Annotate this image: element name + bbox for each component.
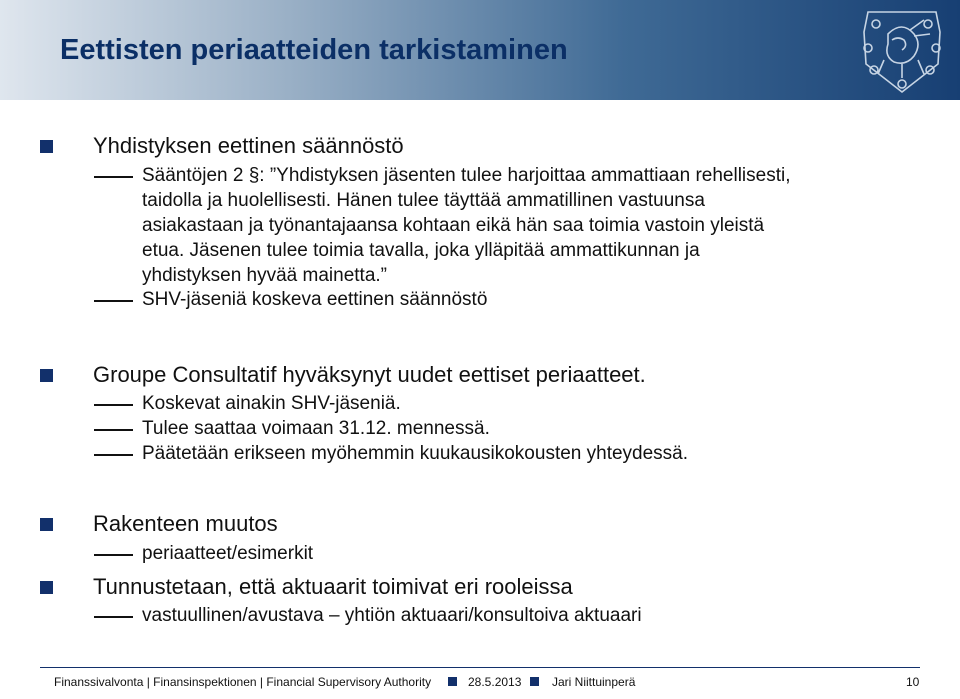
body-line: Sääntöjen 2 §: ”Yhdistyksen jäsenten tulee harjoittaa ammattiaan rehellisesti, [142, 165, 791, 186]
bullet-icon [40, 518, 53, 531]
body-line: vastuullinen/avustava – yhtiön aktuaari/konsultoiva aktuaari [142, 605, 642, 626]
title-bar [0, 0, 960, 100]
dash-icon [94, 176, 133, 178]
dash-icon [94, 616, 133, 618]
lion-crest-icon [848, 4, 956, 96]
footer-square-icon [448, 677, 457, 686]
body-line: etua. Jäsenen tulee toimia tavalla, joka ylläpitää ammattikunnan ja [142, 240, 700, 261]
bullet-icon [40, 140, 53, 153]
dash-icon [94, 404, 133, 406]
bullet-icon [40, 369, 53, 382]
footer-org: Finanssivalvonta | Finansinspektionen | Financial Supervisory Authority [54, 675, 432, 689]
body-line: asiakastaan ja työnantajaansa kohtaan eikä hän saa toimia vastoin yleistä [142, 215, 765, 236]
footer-square-icon [530, 677, 539, 686]
footer-author: Jari Niittuinperä [552, 675, 636, 689]
body-line: periaatteet/esimerkit [142, 543, 314, 564]
dash-icon [94, 554, 133, 556]
body-line: Tulee saattaa voimaan 31.12. mennessä. [142, 418, 490, 439]
bullet-icon [40, 581, 53, 594]
dash-icon [94, 454, 133, 456]
section-heading: Tunnustetaan, että aktuaarit toimivat eri rooleissa [93, 574, 573, 599]
slide-title: Eettisten periaatteiden tarkistaminen [60, 34, 568, 66]
footer-date: 28.5.2013 [468, 675, 522, 689]
section-heading: Groupe Consultatif hyväksynyt uudet eettiset periaatteet. [93, 362, 646, 387]
section-heading: Yhdistyksen eettinen säännöstö [93, 133, 404, 158]
section-heading: Rakenteen muutos [93, 511, 278, 536]
body-line: SHV-jäseniä koskeva eettinen säännöstö [142, 289, 488, 310]
dash-icon [94, 429, 133, 431]
body-line: yhdistyksen hyvää mainetta.” [142, 265, 388, 286]
body-line: Koskevat ainakin SHV-jäseniä. [142, 393, 401, 414]
body-line: taidolla ja huolellisesti. Hänen tulee täyttää ammatillinen vastuunsa [142, 190, 705, 211]
footer-divider [40, 667, 920, 668]
dash-icon [94, 300, 133, 302]
page-number: 10 [906, 675, 920, 689]
body-line: Päätetään erikseen myöhemmin kuukausikokousten yhteydessä. [142, 443, 689, 464]
